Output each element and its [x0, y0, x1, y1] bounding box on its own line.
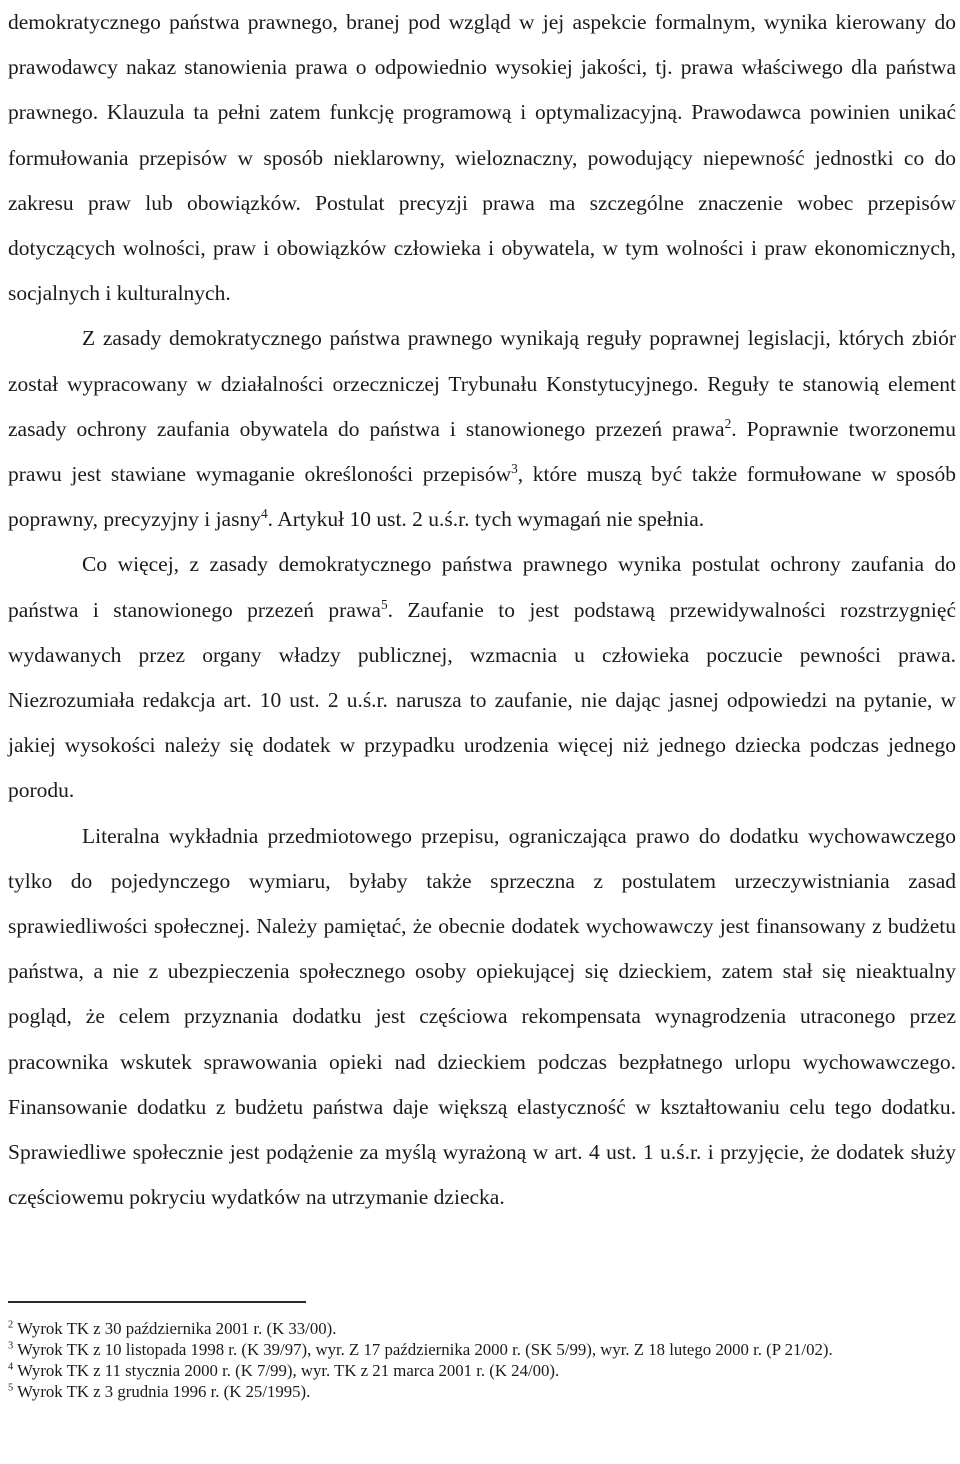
- footnote-text: Wyrok TK z 30 października 2001 r. (K 33/00).: [13, 1319, 337, 1338]
- paragraph-text: Z zasady demokratycznego państwa prawnego wynikają reguły poprawnej legislacji, których zbiór został wypracowany w działalności orzeczniczej Trybunału Konstytucyjnego. Reguły te stanowią element zasady ochrony zaufania obywatela do państwa i stanowionego przezeń prawa: [8, 326, 956, 441]
- paragraph: [8, 0, 956, 316]
- footnote-text: Wyrok TK z 11 stycznia 2000 r. (K 7/99), wyr. TK z 21 marca 2001 r. (K 24/00).: [13, 1361, 560, 1380]
- footnote-number: 2: [8, 1319, 14, 1331]
- footnote-separator: [8, 1301, 306, 1303]
- paragraph-text: . Poprawnie tworzonemu prawu jest stawiane wymaganie określoności przepisów: [8, 416, 956, 487]
- footnote: [8, 1360, 953, 1381]
- footnote-number: 4: [8, 1361, 14, 1373]
- paragraph-text: Literalna wykładnia przedmiotowego przepisu, ograniczająca prawo do dodatku wychowawczego tylko do pojedynczego wymiaru, byłaby także sprzeczna z postulatem urzeczywistniania zasad sprawiedliwości społecznej. Należy pamiętać, że obecnie dodatek wychowawczy jest finansowany z budżetu państwa, a nie z ubezpieczenia społecznego osoby opiekującej się dzieckiem, zatem stał się nieaktualny pogląd, że celem przyznania dodatku jest częściowa rekompensata wynagrodzenia utraconego przez pracownika wskutek sprawowania opieki nad dzieckiem podczas bezpłatnego urlopu wychowawczego. Finansowanie dodatku z budżetu państwa daje większą elastyczność w kształtowaniu celu tego dodatku. Sprawiedliwe społecznie jest podążenie za myślą wyrażoną w art. 4 ust. 1 u.ś.r. i przyjęcie, że dodatek służy częściowemu pokryciu wydatków na utrzymanie dziecka.: [8, 823, 956, 1210]
- paragraph: [8, 542, 956, 813]
- footnote: [8, 1381, 953, 1402]
- paragraph: [8, 316, 956, 542]
- footnote-text: Wyrok TK z 3 grudnia 1996 r. (K 25/1995).: [13, 1382, 311, 1401]
- footnote-ref: 2: [724, 415, 732, 431]
- footnote: [8, 1339, 953, 1360]
- footnote-number: 3: [8, 1340, 14, 1352]
- footnote-ref: 3: [511, 460, 518, 476]
- footnote-ref: 4: [260, 505, 268, 521]
- paragraph-text: Co więcej, z zasady demokratycznego państwa prawnego wynika postulat ochrony zaufania do państwa i stanowionego przezeń prawa: [8, 552, 956, 622]
- footnote-number: 5: [8, 1382, 14, 1394]
- footnote-ref: 5: [380, 596, 388, 612]
- paragraph-text: . Artykuł 10 ust. 2 u.ś.r. tych wymagań nie spełnia.: [267, 507, 705, 532]
- footnote: [8, 1318, 953, 1339]
- footnote-text: Wyrok TK z 10 listopada 1998 r. (K 39/97), wyr. Z 17 października 2000 r. (SK 5/99), wyr. Z 18 lutego 2000 r. (P 21/02).: [13, 1340, 833, 1359]
- body-text: [8, 0, 956, 1220]
- footnotes: [8, 1318, 953, 1402]
- paragraph-text: demokratycznego państwa prawnego, branej pod wzgląd w jej aspekcie formalnym, wynika kierowany do prawodawcy nakaz stanowienia prawa o odpowiednio wysokiej jakości, tj. prawa właściwego dla państwa prawnego. Klauzula ta pełni zatem funkcję programową i optymalizacyjną. Prawodawca powinien unikać formułowania przepisów w sposób nieklarowny, wieloznaczny, powodujący niepewność jednostki co do zakresu praw lub obowiązków. Postulat precyzji prawa ma szczególne znaczenie wobec przepisów dotyczących wolności, praw i obowiązków człowieka i obywatela, w tym wolności i praw ekonomicznych, socjalnych i kulturalnych.: [8, 10, 956, 306]
- paragraph-text: . Zaufanie to jest podstawą przewidywalności rozstrzygnięć wydawanych przez organy władzy publicznej, wzmacnia u człowieka poczucie pewności prawa. Niezrozumiała redakcja art. 10 ust. 2 u.ś.r. narusza to zaufanie, nie dając jasnej odpowiedzi na pytanie, w jakiej wysokości należy się dodatek w przypadku urodzenia więcej niż jednego dziecka podczas jednego porodu.: [8, 597, 956, 803]
- paragraph: [8, 814, 956, 1221]
- paragraph-text: , które muszą być także formułowane w sposób poprawny, precyzyjny i jasny: [8, 462, 956, 532]
